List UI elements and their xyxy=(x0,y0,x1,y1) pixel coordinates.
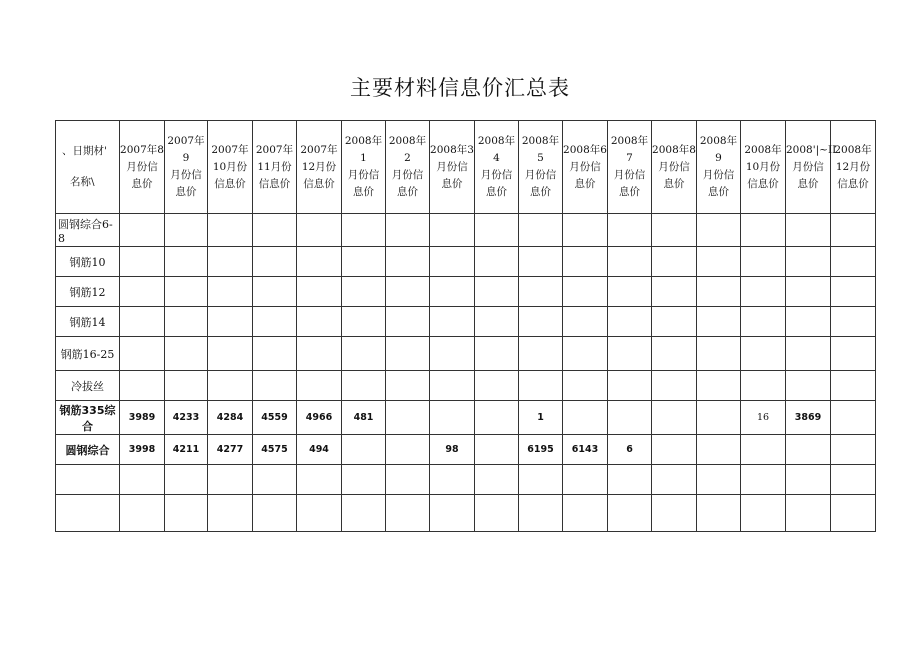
price-cell xyxy=(297,371,342,401)
price-cell xyxy=(253,337,297,371)
price-cell xyxy=(120,277,165,307)
material-name-cell: 钢筋10 xyxy=(56,247,120,277)
price-cell xyxy=(563,214,608,247)
price-cell xyxy=(297,495,342,532)
column-header-text: 息价 xyxy=(486,186,507,198)
column-header-text: 息价 xyxy=(663,177,685,190)
corner-header-cell xyxy=(56,121,120,214)
price-cell xyxy=(741,465,786,495)
price-cell xyxy=(342,337,386,371)
price-cell xyxy=(208,307,253,337)
price-cell xyxy=(120,465,165,495)
price-cell xyxy=(120,371,165,401)
column-header-text: 2007年 xyxy=(300,143,338,156)
price-cell: 4211 xyxy=(165,435,208,465)
table-header-row xyxy=(56,121,876,214)
column-header-15 xyxy=(741,121,786,214)
column-header-text: 12月份 xyxy=(301,160,337,173)
price-cell xyxy=(475,247,519,277)
table-row xyxy=(56,465,876,495)
price-cell xyxy=(253,277,297,307)
price-cell xyxy=(430,465,475,495)
price-cell xyxy=(386,371,430,401)
table-row xyxy=(56,247,876,277)
price-cell xyxy=(608,495,652,532)
price-cell xyxy=(519,371,563,401)
material-name-cell xyxy=(56,465,120,495)
price-cell xyxy=(208,214,253,247)
column-header-text: 月份信 xyxy=(170,169,202,181)
price-cell xyxy=(563,371,608,401)
price-cell xyxy=(786,247,831,277)
table-row xyxy=(56,337,876,371)
column-header-text: 2008年3 xyxy=(430,143,474,156)
price-cell xyxy=(342,247,386,277)
price-cell xyxy=(697,214,741,247)
price-cell xyxy=(165,371,208,401)
price-cell: 4277 xyxy=(208,435,253,465)
price-cell xyxy=(652,214,697,247)
price-cell xyxy=(253,495,297,532)
price-cell xyxy=(697,277,741,307)
price-cell: 98 xyxy=(430,435,475,465)
price-cell xyxy=(386,435,430,465)
price-cell xyxy=(297,337,342,371)
price-cell xyxy=(120,495,165,532)
price-cell xyxy=(741,214,786,247)
column-header-text: 息价 xyxy=(175,186,197,198)
column-header-9 xyxy=(475,121,519,214)
column-header-text: 月份信 xyxy=(347,169,380,181)
price-cell xyxy=(208,247,253,277)
price-cell xyxy=(786,307,831,337)
price-cell xyxy=(608,247,652,277)
column-header-14 xyxy=(697,121,741,214)
price-cell xyxy=(253,371,297,401)
column-header-text: 息价 xyxy=(574,177,596,190)
price-cell xyxy=(741,435,786,465)
price-cell xyxy=(741,495,786,532)
price-cell xyxy=(608,401,652,435)
column-header-3 xyxy=(208,121,253,214)
column-header-text: 息价 xyxy=(353,186,374,198)
column-header-text: 2008年4 xyxy=(477,135,516,164)
table-row xyxy=(56,435,876,465)
price-cell xyxy=(165,307,208,337)
price-cell xyxy=(831,247,876,277)
column-header-text: 息价 xyxy=(530,186,551,198)
price-cell: 3869 xyxy=(786,401,831,435)
column-header-6 xyxy=(342,121,386,214)
column-header-text: 11月份 xyxy=(257,160,292,173)
price-cell xyxy=(475,371,519,401)
column-header-text: 息价 xyxy=(441,177,463,190)
price-cell xyxy=(475,307,519,337)
price-cell xyxy=(652,247,697,277)
price-cell xyxy=(608,465,652,495)
column-header-text: 息价 xyxy=(131,177,153,190)
price-cell: 4284 xyxy=(208,401,253,435)
column-header-text: 息价 xyxy=(619,186,640,198)
price-cell: 4575 xyxy=(253,435,297,465)
column-header-text: 月份信 xyxy=(391,169,424,181)
price-cell xyxy=(563,307,608,337)
price-cell: 1 xyxy=(519,401,563,435)
price-cell xyxy=(165,337,208,371)
column-header-text: 信息价 xyxy=(214,177,246,190)
price-cell xyxy=(519,337,563,371)
price-cell: 16 xyxy=(741,401,786,435)
price-cell xyxy=(475,495,519,532)
price-cell xyxy=(652,277,697,307)
price-cell xyxy=(831,337,876,371)
price-cell xyxy=(563,277,608,307)
price-cell xyxy=(786,495,831,532)
price-cell xyxy=(342,465,386,495)
price-cell xyxy=(831,495,876,532)
column-header-1 xyxy=(120,121,165,214)
price-cell xyxy=(475,465,519,495)
price-cell xyxy=(652,307,697,337)
column-header-10 xyxy=(519,121,563,214)
price-cell xyxy=(697,401,741,435)
column-header-text: 月份信 xyxy=(436,160,468,173)
column-header-text: 2007年8 xyxy=(120,143,164,156)
price-cell xyxy=(563,495,608,532)
price-cell xyxy=(563,337,608,371)
column-header-7 xyxy=(386,121,430,214)
column-header-text: 息价 xyxy=(797,177,819,190)
column-header-text: 2008年2 xyxy=(388,135,427,164)
column-header-2 xyxy=(165,121,208,214)
column-header-text: 2008年5 xyxy=(521,135,560,164)
column-header-text: 月份信 xyxy=(524,169,557,181)
price-cell xyxy=(430,337,475,371)
price-cell xyxy=(386,277,430,307)
price-cell xyxy=(831,465,876,495)
price-cell xyxy=(741,371,786,401)
price-cell xyxy=(386,465,430,495)
column-header-8 xyxy=(430,121,475,214)
column-header-text: 信息价 xyxy=(303,177,335,190)
price-cell xyxy=(697,247,741,277)
column-header-text: 12月份 xyxy=(835,160,871,173)
price-cell xyxy=(342,435,386,465)
price-cell xyxy=(608,214,652,247)
column-header-text: 10月份 xyxy=(745,160,781,173)
table-row xyxy=(56,277,876,307)
price-cell xyxy=(297,247,342,277)
price-summary-table xyxy=(55,120,876,532)
price-cell xyxy=(430,307,475,337)
price-cell xyxy=(697,465,741,495)
price-cell: 3989 xyxy=(120,401,165,435)
price-cell xyxy=(831,371,876,401)
column-header-text: 月份信 xyxy=(792,160,824,173)
price-cell xyxy=(297,465,342,495)
price-cell xyxy=(386,307,430,337)
table-row xyxy=(56,307,876,337)
column-header-text: 月份信 xyxy=(613,169,646,181)
price-cell xyxy=(519,277,563,307)
price-cell xyxy=(430,247,475,277)
price-cell xyxy=(697,435,741,465)
column-header-4 xyxy=(253,121,297,214)
column-header-text: 息价 xyxy=(708,186,729,198)
column-header-text: 月份信 xyxy=(480,169,513,181)
price-cell xyxy=(342,495,386,532)
price-cell xyxy=(608,277,652,307)
price-cell xyxy=(386,495,430,532)
price-cell xyxy=(652,337,697,371)
price-cell xyxy=(786,435,831,465)
column-header-text: 月份信 xyxy=(702,169,735,181)
price-cell: 4559 xyxy=(253,401,297,435)
material-name-cell: 钢筋16-25 xyxy=(56,337,120,371)
price-cell xyxy=(208,465,253,495)
price-cell xyxy=(165,465,208,495)
price-cell xyxy=(297,214,342,247)
price-cell xyxy=(253,214,297,247)
price-cell xyxy=(475,401,519,435)
price-cell xyxy=(786,371,831,401)
material-name-cell: 冷拔丝 xyxy=(56,371,120,401)
price-cell xyxy=(120,337,165,371)
column-header-text: 2008年9 xyxy=(699,135,738,164)
column-header-text: 2008年6 xyxy=(563,143,607,156)
corner-header-name-label: 名称\ xyxy=(70,176,95,188)
price-cell xyxy=(608,337,652,371)
price-cell xyxy=(297,307,342,337)
column-header-17 xyxy=(831,121,876,214)
price-cell xyxy=(519,495,563,532)
column-header-text: 2008年7 xyxy=(610,135,649,164)
price-cell xyxy=(386,247,430,277)
price-cell xyxy=(253,307,297,337)
price-cell xyxy=(697,337,741,371)
column-header-text: 2008年1 xyxy=(344,135,383,164)
price-cell xyxy=(297,277,342,307)
price-cell xyxy=(786,277,831,307)
column-header-11 xyxy=(563,121,608,214)
column-header-text: 信息价 xyxy=(258,177,291,190)
price-cell xyxy=(430,495,475,532)
column-header-text: 月份信 xyxy=(569,160,601,173)
price-cell xyxy=(208,277,253,307)
price-cell xyxy=(697,371,741,401)
price-cell xyxy=(831,435,876,465)
price-cell xyxy=(120,247,165,277)
table-row xyxy=(56,401,876,435)
price-cell xyxy=(120,214,165,247)
price-cell xyxy=(475,277,519,307)
column-header-text: 10月份 xyxy=(212,160,248,173)
price-cell xyxy=(831,307,876,337)
price-cell xyxy=(165,247,208,277)
table-row xyxy=(56,214,876,247)
column-header-text: 2008'|~II xyxy=(786,143,837,156)
material-name-cell xyxy=(56,495,120,532)
price-cell xyxy=(697,495,741,532)
price-cell xyxy=(208,337,253,371)
price-cell xyxy=(741,277,786,307)
column-header-text: 2008年8 xyxy=(652,143,696,156)
price-cell: 481 xyxy=(342,401,386,435)
price-cell xyxy=(342,371,386,401)
price-cell xyxy=(563,247,608,277)
column-header-16 xyxy=(786,121,837,214)
price-cell xyxy=(786,465,831,495)
price-cell xyxy=(652,371,697,401)
price-cell: 3998 xyxy=(120,435,165,465)
price-cell: 4233 xyxy=(165,401,208,435)
price-cell xyxy=(786,337,831,371)
price-cell xyxy=(208,371,253,401)
column-header-text: 息价 xyxy=(397,186,418,198)
price-cell xyxy=(697,307,741,337)
column-header-text: 信息价 xyxy=(747,177,779,190)
price-cell xyxy=(342,214,386,247)
column-header-text: 2007年9 xyxy=(167,135,205,164)
price-cell xyxy=(430,401,475,435)
price-cell xyxy=(430,214,475,247)
price-cell xyxy=(342,307,386,337)
price-cell xyxy=(608,307,652,337)
price-cell xyxy=(430,277,475,307)
price-cell xyxy=(652,435,697,465)
table-row xyxy=(56,371,876,401)
price-cell xyxy=(386,214,430,247)
column-header-text: 2007年 xyxy=(255,143,294,156)
price-cell xyxy=(208,495,253,532)
price-cell xyxy=(786,214,831,247)
price-cell xyxy=(519,465,563,495)
price-cell xyxy=(386,337,430,371)
price-cell xyxy=(563,401,608,435)
column-header-text: 信息价 xyxy=(837,177,869,190)
material-name-cell: 钢筋14 xyxy=(56,307,120,337)
price-cell xyxy=(165,495,208,532)
price-cell xyxy=(831,401,876,435)
price-cell: 6 xyxy=(608,435,652,465)
price-cell xyxy=(430,371,475,401)
price-cell xyxy=(120,307,165,337)
column-header-text: 2008年 xyxy=(834,143,872,156)
price-cell xyxy=(831,277,876,307)
price-cell xyxy=(253,465,297,495)
corner-header-date-label: 、日期材' xyxy=(62,145,107,157)
price-cell xyxy=(253,247,297,277)
price-cell xyxy=(165,214,208,247)
column-header-5 xyxy=(297,121,342,214)
material-name-cell: 钢筋12 xyxy=(56,277,120,307)
price-cell: 4966 xyxy=(297,401,342,435)
price-cell xyxy=(741,247,786,277)
material-name-cell: 圆钢综合 xyxy=(56,435,120,465)
price-cell xyxy=(519,214,563,247)
price-cell xyxy=(475,435,519,465)
price-cell xyxy=(652,465,697,495)
price-cell xyxy=(741,337,786,371)
page-title: 主要材料信息价汇总表 xyxy=(350,76,570,100)
price-cell xyxy=(519,247,563,277)
price-cell xyxy=(165,277,208,307)
price-cell xyxy=(475,214,519,247)
price-cell xyxy=(652,495,697,532)
price-cell xyxy=(608,371,652,401)
column-header-text: 2008年 xyxy=(744,143,782,156)
price-cell xyxy=(386,401,430,435)
price-cell xyxy=(741,307,786,337)
column-header-text: 月份信 xyxy=(126,160,158,173)
price-cell xyxy=(342,277,386,307)
price-cell xyxy=(831,214,876,247)
column-header-text: 月份信 xyxy=(658,160,690,173)
price-cell xyxy=(563,465,608,495)
price-cell: 494 xyxy=(297,435,342,465)
column-header-13 xyxy=(652,121,697,214)
price-cell xyxy=(475,337,519,371)
column-header-text: 2007年 xyxy=(211,143,249,156)
column-header-12 xyxy=(608,121,652,214)
price-cell xyxy=(652,401,697,435)
price-cell xyxy=(519,307,563,337)
price-cell: 6143 xyxy=(563,435,608,465)
material-name-cell: 圆钢综合6-8 xyxy=(56,214,120,247)
material-name-cell: 钢筋335综合 xyxy=(56,401,120,435)
table-row xyxy=(56,495,876,532)
price-cell: 6195 xyxy=(519,435,563,465)
